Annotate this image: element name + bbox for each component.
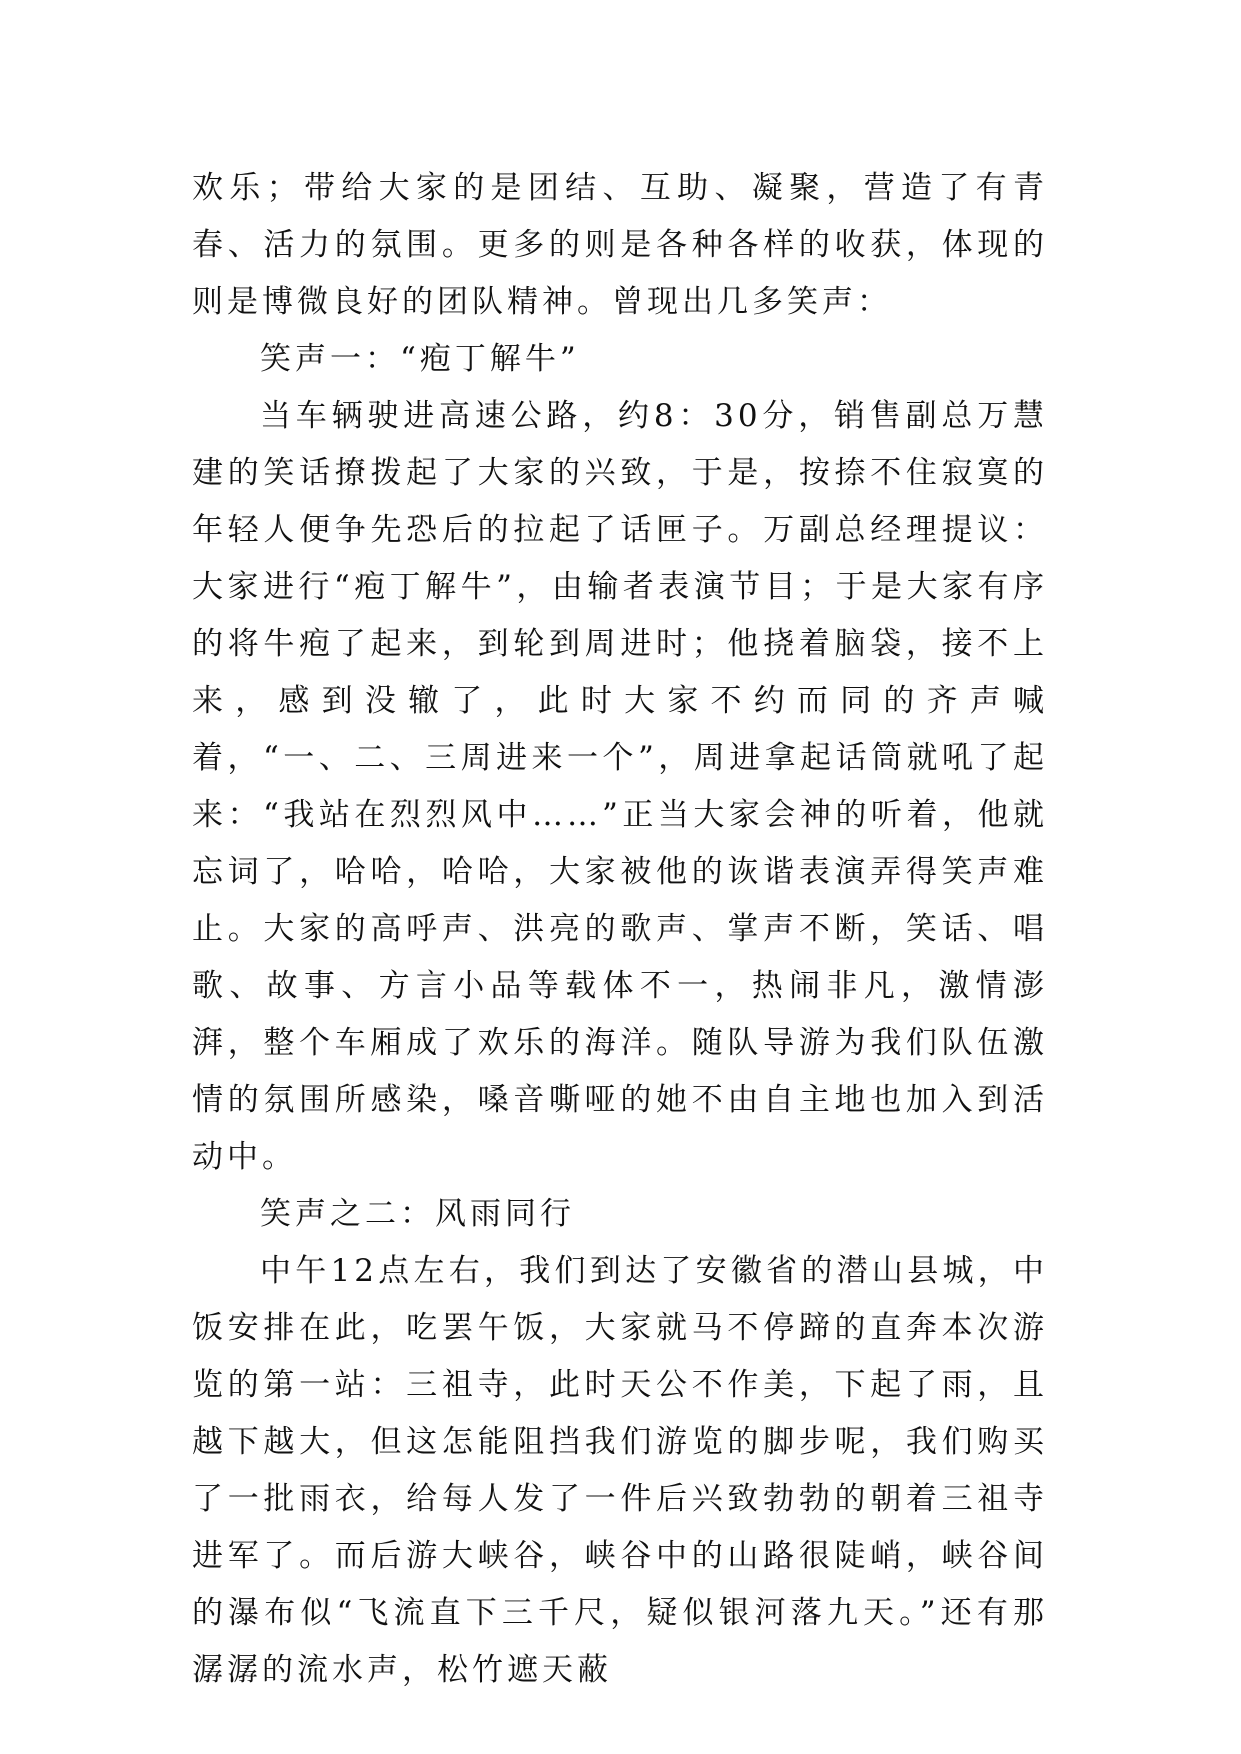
- section-heading-laugh-two: 笑声之二：风雨同行: [260, 1196, 575, 1232]
- paragraph-bus-game: 当车辆驶进高速公路，约8：30分，销售副总万慧建的笑话撩拨起了大家的兴致，于是，按捺不住寂寞的年轻人便争先恐后的拉起了话匣子。万副总经理提议：大家进行“疱丁解牛”，由输者表演节目；于是大家有序的将牛疱了起来，到轮到周进时；他挠着脑袋，接不上来，感到没辙了，此时大家不约而同的齐声喊着，“一、二、三周进来一个”，周进拿起话筒就吼了起来：“我站在烈烈风中……”正当大家会神的听着，他就忘词了，哈哈，哈哈，大家被他的诙谐表演弄得笑声难止。大家的高呼声、洪亮的歌声、掌声不断，笑话、唱歌、故事、方言小品等载体不一，热闹非凡，激情澎湃，整个车厢成了欢乐的海洋。随队导游为我们队伍激情的氛围所感染，嗓音嘶哑的她不由自主地也加入到活动中。: [192, 398, 1048, 1175]
- section-heading-laugh-one: 笑声一：“疱丁解牛”: [260, 341, 580, 377]
- document-body: [192, 160, 1048, 1699]
- paragraph-rain-trip: 中午12点左右，我们到达了安徽省的潜山县城，中饭安排在此，吃罢午饭，大家就马不停蹄的直奔本次游览的第一站：三祖寺，此时天公不作美，下起了雨，且越下越大，但这怎能阻挡我们游览的脚步呢，我们购买了一批雨衣，给每人发了一件后兴致勃勃的朝着三祖寺进军了。而后游大峡谷，峡谷中的山路很陡峭，峡谷间的瀑布似“飞流直下三千尺，疑似银河落九天。”还有那潺潺的流水声，松竹遮天蔽: [192, 1253, 1048, 1688]
- paragraph-continuation: 欢乐；带给大家的是团结、互助、凝聚，营造了有青春、活力的氛围。更多的则是各种各样的收获，体现的则是博微良好的团队精神。曾现出几多笑声：: [192, 170, 1048, 320]
